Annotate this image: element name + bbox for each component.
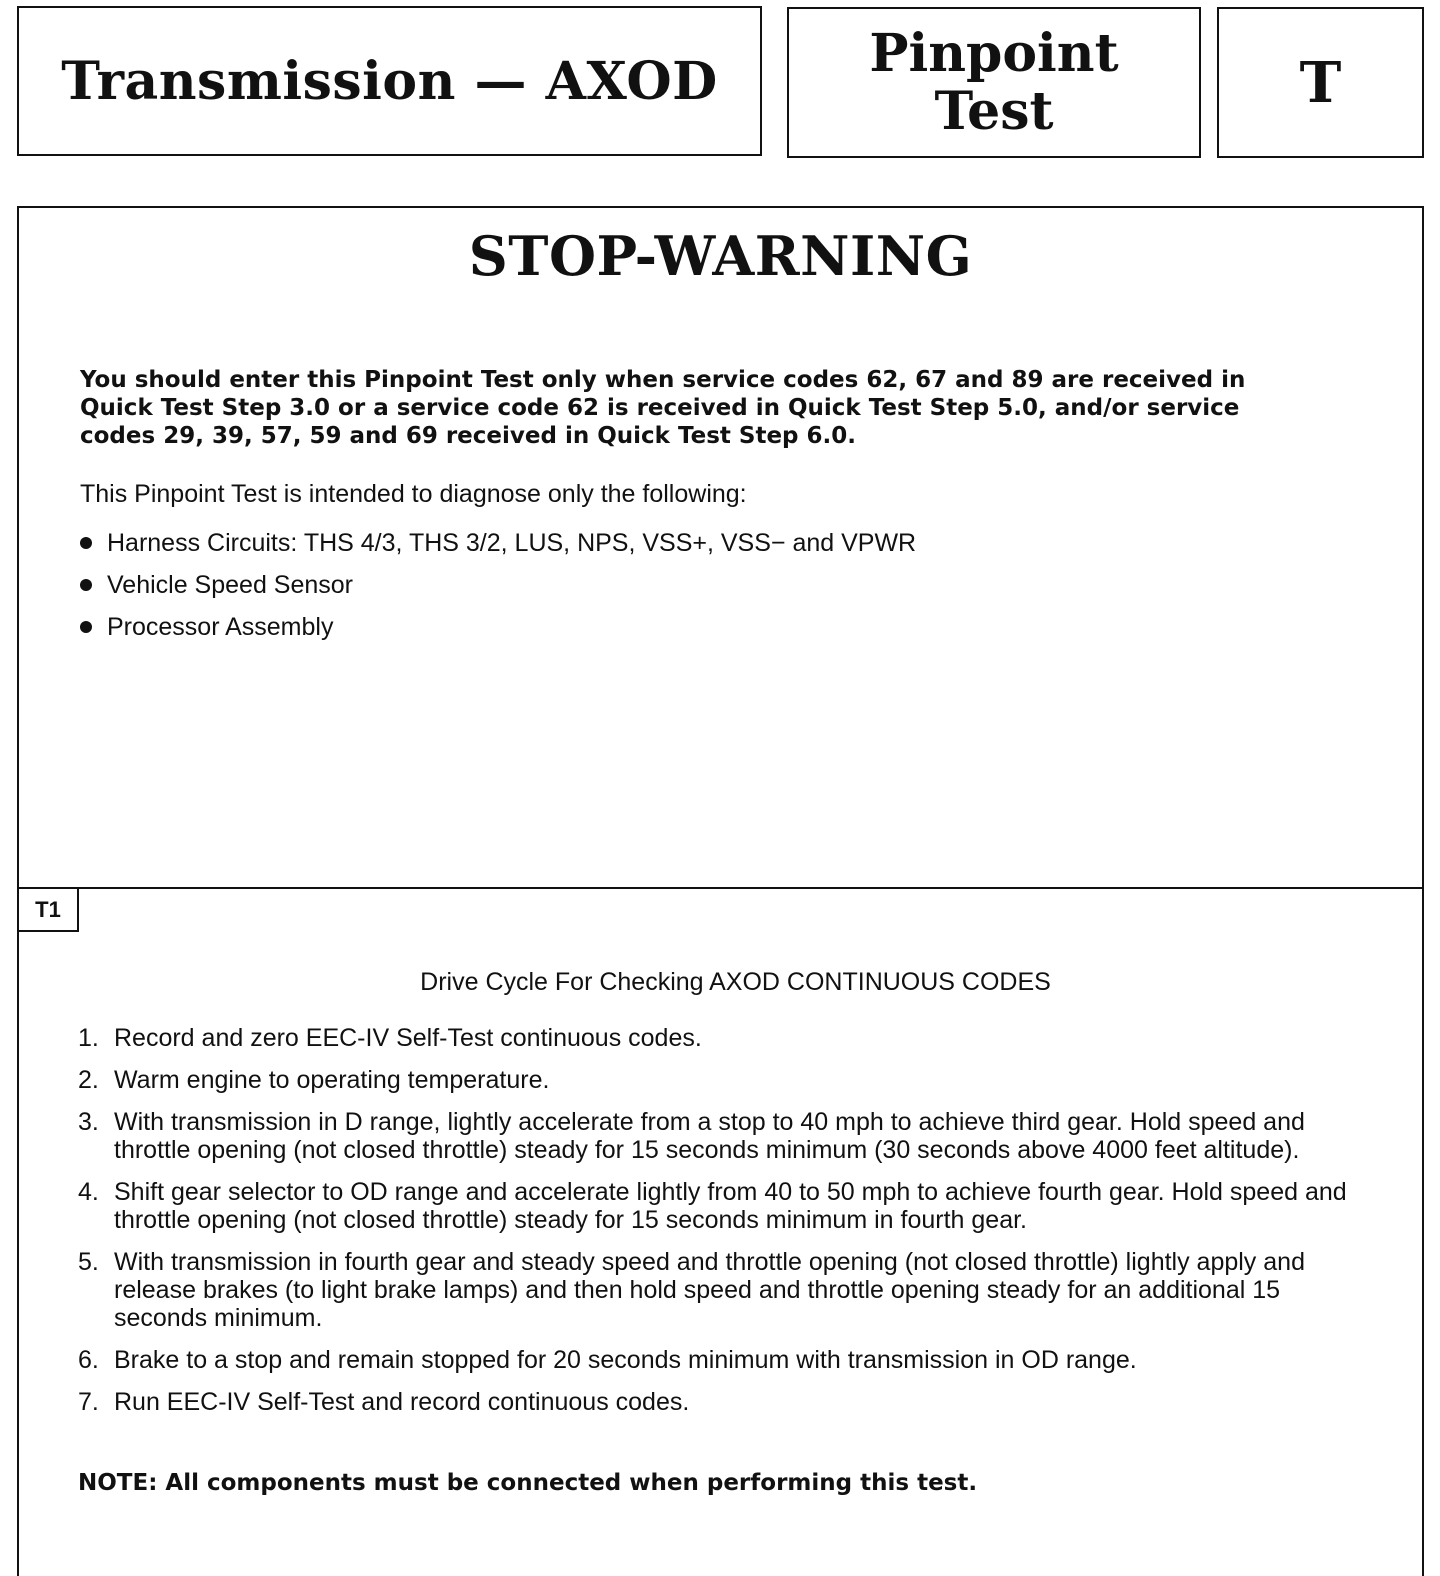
- bullet-icon: [80, 579, 92, 591]
- diagnose-list: [80, 522, 1320, 648]
- list-item-text: Harness Circuits: THS 4/3, THS 3/2, LUS, NPS, VSS+, VSS− and VPWR: [107, 528, 917, 557]
- step-text: Shift gear selector to OD range and accelerate lightly from 40 to 50 mph to achieve fourth gear. Hold speed and throttle opening (not closed throttle) steady for 15 seconds minimum in fourth gear.: [114, 1178, 1347, 1234]
- step-text: Record and zero EEC-IV Self-Test continuous codes.: [114, 1024, 702, 1052]
- step-label: T1: [35, 896, 61, 922]
- step-number: 1.: [78, 1024, 99, 1052]
- step-item: [78, 1178, 1368, 1234]
- step-number: 5.: [78, 1248, 99, 1276]
- step-item: [78, 1066, 1368, 1094]
- step-label-box: [17, 887, 79, 932]
- step-item: [78, 1388, 1368, 1416]
- list-item: [80, 564, 1320, 606]
- step-item: [78, 1024, 1368, 1052]
- step-text: Brake to a stop and remain stopped for 20 seconds minimum with transmission in OD range.: [114, 1346, 1137, 1374]
- step-number: 7.: [78, 1388, 99, 1416]
- section-label-line1: Pinpoint: [869, 22, 1119, 84]
- bullet-icon: [80, 537, 92, 549]
- list-item: [80, 522, 1320, 564]
- section-label-line2: Test: [934, 80, 1054, 142]
- list-item: [80, 606, 1320, 648]
- section-divider: [17, 887, 1424, 889]
- step-item: [78, 1248, 1368, 1332]
- header-title-box: [17, 6, 762, 156]
- test-note: NOTE: All components must be connected when performing this test.: [78, 1470, 978, 1496]
- drive-cycle-title: Drive Cycle For Checking AXOD CONTINUOUS CODES: [420, 968, 1051, 996]
- step-number: 3.: [78, 1108, 99, 1136]
- step-item: [78, 1346, 1368, 1374]
- document-title: Transmission — AXOD: [61, 50, 718, 112]
- step-text: With transmission in fourth gear and steady speed and throttle opening (not closed throttle) lightly apply and release brakes (to light brake lamps) and then hold speed and throttle opening steady for an additional 15 seconds minimum.: [114, 1248, 1305, 1332]
- list-item-text: Vehicle Speed Sensor: [107, 570, 354, 599]
- step-number: 6.: [78, 1346, 99, 1374]
- list-item-text: Processor Assembly: [107, 612, 334, 641]
- step-text: Warm engine to operating temperature.: [114, 1066, 550, 1094]
- warning-lead: This Pinpoint Test is intended to diagnose only the following:: [80, 480, 747, 508]
- step-text: Run EEC-IV Self-Test and record continuous codes.: [114, 1388, 690, 1416]
- header-code-box: [1217, 7, 1424, 158]
- step-number: 4.: [78, 1178, 99, 1206]
- warning-title: STOP-WARNING: [468, 224, 973, 288]
- drive-cycle-steps: [78, 1024, 1368, 1430]
- warning-intro: You should enter this Pinpoint Test only when service codes 62, 67 and 89 are received in Quick Test Step 3.0 or a service code 62 is received in Quick Test Step 5.0, and/or service codes 29, 39, 57, 59 and 69 received in Quick Test Step 6.0.: [80, 367, 1246, 449]
- step-text: With transmission in D range, lightly accelerate from a stop to 40 mph to achieve third gear. Hold speed and throttle opening (not closed throttle) steady for 15 seconds minimum (30 seconds above 4000 feet altitude).: [114, 1108, 1305, 1164]
- step-item: [78, 1108, 1368, 1164]
- section-code: T: [1299, 49, 1342, 116]
- header-section-box: [787, 7, 1201, 158]
- bullet-icon: [80, 621, 92, 633]
- step-number: 2.: [78, 1066, 99, 1094]
